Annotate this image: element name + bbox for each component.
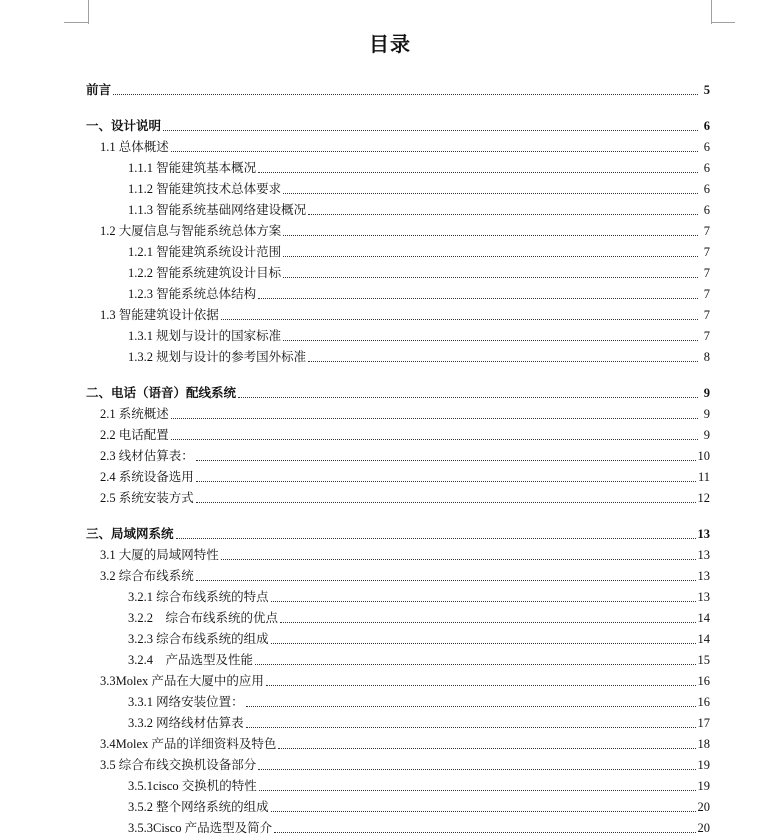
toc-page-number: 19 [697,779,710,793]
toc-page-number: 20 [697,821,710,835]
toc-entry-text: 二、电话（语音）配线系统 [86,386,237,400]
toc-page-number: 5 [703,83,710,97]
toc-page-number: 6 [703,182,710,196]
toc-entry[interactable] [86,116,710,137]
toc-entry-text: 三、局域网系统 [86,527,174,541]
toc-page-number: 13 [697,548,710,562]
toc-page-number: 7 [703,308,710,322]
toc-entry[interactable] [86,608,710,629]
toc-entry[interactable] [86,383,710,404]
toc-page-number: 10 [697,449,710,463]
toc-entry[interactable] [86,404,710,425]
toc-entry[interactable] [86,80,710,101]
toc-entry-text: 3.5 综合布线交换机设备部分 [100,758,257,772]
toc-dot-leader [271,600,696,602]
toc-dot-leader [280,621,695,623]
toc-dot-leader [196,459,696,461]
toc-page-number: 6 [703,203,710,217]
toc-dot-leader [283,339,698,341]
toc-entry-text: 2.5 系统安装方式 [100,491,194,505]
toc-page-number: 13 [697,569,710,583]
toc-entry-text: 2.2 电话配置 [100,428,169,442]
toc-page-number: 13 [697,527,710,541]
toc-dot-leader [196,579,696,581]
toc-dot-leader [258,297,698,299]
toc-entry-text: 3.5.3Cisco 产品选型及简介 [128,821,273,835]
toc-dot-leader [278,747,695,749]
toc-dot-leader [176,537,696,539]
toc-entry[interactable] [86,200,710,221]
toc-page-number: 11 [697,470,710,484]
toc-page-number: 19 [697,758,710,772]
crop-mark-top-left-vertical [88,0,89,24]
toc-entry-text: 3.2 综合布线系统 [100,569,194,583]
toc-dot-leader [246,726,696,728]
toc-entry-text: 一、设计说明 [86,119,162,133]
table-of-contents [86,80,710,839]
toc-dot-leader [283,234,698,236]
toc-dot-leader [308,360,698,362]
toc-entry-text: 3.2.3 综合布线系统的组成 [128,632,269,646]
toc-entry[interactable] [86,650,710,671]
crop-mark-top-left-horizontal [64,22,88,23]
toc-page-number: 9 [703,386,710,400]
toc-entry-text: 1.1.1 智能建筑基本概况 [128,161,257,175]
toc-entry[interactable] [86,179,710,200]
toc-entry[interactable] [86,467,710,488]
toc-entry[interactable] [86,671,710,692]
toc-entry-text: 1.2.2 智能系统建筑设计目标 [128,266,282,280]
toc-page-number: 7 [703,266,710,280]
crop-mark-top-right-horizontal [711,22,735,23]
toc-entry[interactable] [86,734,710,755]
toc-page-number: 7 [703,224,710,238]
toc-entry[interactable] [86,305,710,326]
toc-dot-leader [258,171,698,173]
toc-page-number: 9 [703,407,710,421]
toc-entry-text: 2.3 线材估算表： [100,449,194,463]
toc-entry-text: 2.4 系统设备选用 [100,470,194,484]
toc-page-number: 17 [697,716,710,730]
toc-dot-leader [171,417,698,419]
toc-entry[interactable] [86,242,710,263]
toc-dot-leader [283,255,698,257]
toc-dot-leader [163,129,698,131]
toc-dot-leader [283,192,698,194]
toc-dot-leader [271,810,696,812]
toc-dot-leader [246,705,696,707]
toc-entry-text: 2.1 系统概述 [100,407,169,421]
toc-dot-leader [221,558,696,560]
toc-dot-leader [283,276,698,278]
toc-entry-text: 3.1 大厦的局域网特性 [100,548,219,562]
toc-entry[interactable] [86,755,710,776]
toc-entry-text: 1.2.1 智能建筑系统设计范围 [128,245,282,259]
toc-dot-leader [171,150,698,152]
toc-dot-leader [196,480,696,482]
toc-dot-leader [266,684,696,686]
toc-page-number: 14 [697,611,710,625]
toc-entry-text: 3.2.1 综合布线系统的特点 [128,590,269,604]
toc-entry-text: 1.1 总体概述 [100,140,169,154]
toc-entry[interactable] [86,818,710,839]
toc-page-number: 6 [703,119,710,133]
toc-entry-text: 1.3.1 规划与设计的国家标准 [128,329,282,343]
toc-page-number: 7 [703,329,710,343]
toc-dot-leader [196,501,696,503]
toc-entry[interactable] [86,446,710,467]
toc-page-number: 16 [697,695,710,709]
toc-entry-text: 3.5.2 整个网络系统的组成 [128,800,269,814]
toc-page-number: 18 [697,737,710,751]
toc-entry-text: 1.1.3 智能系统基础网络建设概况 [128,203,307,217]
toc-entry[interactable] [86,284,710,305]
toc-dot-leader [308,213,698,215]
toc-page-number: 20 [697,800,710,814]
toc-entry-text: 3.5.1cisco 交换机的特性 [128,779,257,793]
toc-page-number: 6 [703,140,710,154]
toc-entry[interactable] [86,347,710,368]
page-title: 目录 [369,32,411,56]
toc-entry[interactable] [86,545,710,566]
toc-entry[interactable] [86,263,710,284]
toc-entry-text: 3.3Molex 产品在大厦中的应用 [100,674,264,688]
toc-entry-text: 3.4Molex 产品的详细资料及特色 [100,737,277,751]
toc-entry-text: 3.2.2 综合布线系统的优点 [128,611,279,625]
toc-entry-text: 1.1.2 智能建筑技术总体要求 [128,182,282,196]
crop-mark-top-right-vertical [711,0,712,24]
toc-dot-leader [171,438,698,440]
toc-entry-text: 1.3 智能建筑设计依据 [100,308,219,322]
toc-entry-text: 1.2 大厦信息与智能系统总体方案 [100,224,282,238]
toc-dot-leader [258,768,695,770]
toc-page-number: 13 [697,590,710,604]
toc-entry[interactable] [86,221,710,242]
toc-entry[interactable] [86,797,710,818]
toc-entry[interactable] [86,713,710,734]
toc-dot-leader [271,642,696,644]
toc-entry[interactable] [86,158,710,179]
toc-entry[interactable] [86,566,710,587]
toc-dot-leader [113,93,698,95]
toc-entry[interactable] [86,524,710,545]
toc-entry-text: 1.3.2 规划与设计的参考国外标准 [128,350,307,364]
toc-dot-leader [221,318,698,320]
toc-entry[interactable] [86,692,710,713]
toc-page-number: 15 [697,653,710,667]
toc-page-number: 7 [703,287,710,301]
toc-page-number: 14 [697,632,710,646]
toc-page-number: 16 [697,674,710,688]
toc-entry[interactable] [86,776,710,797]
toc-page-number: 9 [703,428,710,442]
toc-dot-leader [259,789,696,791]
toc-dot-leader [274,831,695,833]
toc-entry[interactable] [86,425,710,446]
toc-page-number: 7 [703,245,710,259]
toc-entry[interactable] [86,137,710,158]
toc-dot-leader [238,396,698,398]
toc-page-number: 8 [703,350,710,364]
toc-entry-text: 1.2.3 智能系统总体结构 [128,287,257,301]
toc-entry-text: 3.3.1 网络安装位置： [128,695,244,709]
toc-entry[interactable] [86,629,710,650]
toc-entry[interactable] [86,488,710,509]
toc-dot-leader [255,663,695,665]
toc-page-number: 12 [697,491,710,505]
toc-entry-text: 3.3.2 网络线材估算表 [128,716,244,730]
toc-entry-text: 前言 [86,83,112,97]
toc-entry[interactable] [86,326,710,347]
toc-entry-text: 3.2.4 产品选型及性能 [128,653,254,667]
toc-page-number: 6 [703,161,710,175]
toc-entry[interactable] [86,587,710,608]
